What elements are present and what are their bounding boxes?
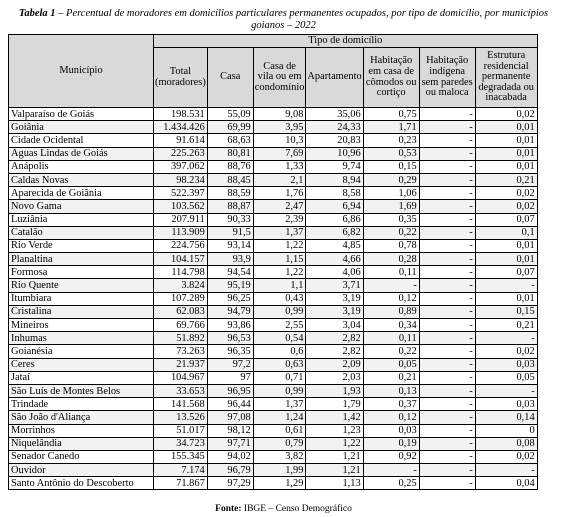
cell-value: 3.824: [154, 279, 208, 292]
cell-value: -: [419, 187, 475, 200]
cell-value: 3,19: [306, 305, 363, 318]
cell-value: -: [419, 108, 475, 121]
cell-value: 62.083: [154, 305, 208, 318]
cell-value: -: [419, 450, 475, 463]
cell-value: 1,99: [253, 464, 306, 477]
cell-value: 0,07: [475, 266, 537, 279]
cell-value: 1,13: [306, 477, 363, 490]
cell-value: -: [419, 292, 475, 305]
table-row: [9, 292, 538, 305]
cell-value: 3,95: [253, 121, 306, 134]
cell-municipio: Itumbiara: [9, 292, 154, 305]
cell-value: 1,22: [253, 266, 306, 279]
cell-value: 0,22: [363, 345, 419, 358]
cell-value: 0,54: [253, 332, 306, 345]
cell-value: 97,71: [207, 437, 253, 450]
cell-value: -: [475, 332, 537, 345]
cell-value: 0,05: [363, 358, 419, 371]
cell-value: 141.568: [154, 398, 208, 411]
cell-value: -: [419, 253, 475, 266]
header-comodos: Habitação em casa de cômodos ou cortiço: [363, 48, 419, 108]
cell-value: 0,99: [253, 384, 306, 397]
cell-value: -: [419, 213, 475, 226]
cell-value: 1,22: [253, 239, 306, 252]
cell-value: 88,59: [207, 187, 253, 200]
cell-value: 69,99: [207, 121, 253, 134]
cell-value: 73.263: [154, 345, 208, 358]
cell-municipio: Cristalina: [9, 305, 154, 318]
cell-value: 21.937: [154, 358, 208, 371]
table-row: [9, 253, 538, 266]
cell-value: 0,03: [475, 398, 537, 411]
cell-value: 94,54: [207, 266, 253, 279]
table-caption: [6, 8, 561, 32]
cell-value: 97,29: [207, 477, 253, 490]
table-row: [9, 187, 538, 200]
cell-value: 93,9: [207, 253, 253, 266]
cell-municipio: Águas Lindas de Goiás: [9, 147, 154, 160]
cell-value: 1,37: [253, 226, 306, 239]
cell-municipio: Aparecida de Goiânia: [9, 187, 154, 200]
cell-value: -: [419, 266, 475, 279]
cell-value: 10,96: [306, 147, 363, 160]
cell-value: -: [475, 279, 537, 292]
cell-value: 0,43: [253, 292, 306, 305]
cell-value: 0,08: [475, 437, 537, 450]
cell-value: 96,79: [207, 464, 253, 477]
cell-value: 6,86: [306, 213, 363, 226]
cell-value: 107.289: [154, 292, 208, 305]
cell-value: 0,61: [253, 424, 306, 437]
cell-value: 0,6: [253, 345, 306, 358]
table-row: [9, 305, 538, 318]
cell-value: 224.756: [154, 239, 208, 252]
cell-value: 0,11: [363, 332, 419, 345]
cell-value: -: [419, 160, 475, 173]
table-row: [9, 464, 538, 477]
cell-value: 4,06: [306, 266, 363, 279]
cell-value: 91,5: [207, 226, 253, 239]
cell-value: 88,87: [207, 200, 253, 213]
cell-value: 0,11: [363, 266, 419, 279]
cell-value: 0,99: [253, 305, 306, 318]
cell-value: 96,53: [207, 332, 253, 345]
cell-value: 94,02: [207, 450, 253, 463]
header-vila: Casa de vila ou em condomínio: [253, 48, 306, 108]
header-degradada: Estrutura residencial permanente degradada ou inacabada: [475, 48, 537, 108]
table-row: [9, 173, 538, 186]
cell-value: 1,1: [253, 279, 306, 292]
cell-value: 0,01: [475, 239, 537, 252]
table-row: [9, 121, 538, 134]
table-row: [9, 424, 538, 437]
cell-value: 97: [207, 371, 253, 384]
cell-municipio: Trindade: [9, 398, 154, 411]
cell-value: 0,15: [363, 160, 419, 173]
cell-value: 4,85: [306, 239, 363, 252]
cell-value: 0,01: [475, 253, 537, 266]
cell-municipio: Formosa: [9, 266, 154, 279]
cell-value: 0,07: [475, 213, 537, 226]
table-row: [9, 371, 538, 384]
cell-municipio: Novo Gama: [9, 200, 154, 213]
table-row: [9, 358, 538, 371]
cell-municipio: Jataí: [9, 371, 154, 384]
cell-value: 0,25: [363, 477, 419, 490]
cell-value: 0,23: [363, 134, 419, 147]
cell-value: 1,24: [253, 411, 306, 424]
cell-value: 0,92: [363, 450, 419, 463]
cell-municipio: Rio Quente: [9, 279, 154, 292]
cell-value: 35,06: [306, 108, 363, 121]
cell-value: -: [419, 134, 475, 147]
cell-value: 1,22: [306, 437, 363, 450]
cell-value: 103.562: [154, 200, 208, 213]
cell-municipio: Luziânia: [9, 213, 154, 226]
cell-value: 0,01: [475, 147, 537, 160]
header-municipio: Município: [9, 35, 154, 108]
cell-value: 8,58: [306, 187, 363, 200]
cell-municipio: Ouvidor: [9, 464, 154, 477]
cell-value: 96,35: [207, 345, 253, 358]
cell-value: -: [419, 200, 475, 213]
header-indigena: Habitação indígena sem paredes ou maloca: [419, 48, 475, 108]
cell-value: 51.017: [154, 424, 208, 437]
cell-value: 0,79: [253, 437, 306, 450]
cell-value: 90,33: [207, 213, 253, 226]
cell-value: 6,82: [306, 226, 363, 239]
cell-value: 0,05: [475, 371, 537, 384]
cell-value: 0,12: [363, 411, 419, 424]
cell-value: 0,02: [475, 200, 537, 213]
cell-value: 88,45: [207, 173, 253, 186]
table-row: [9, 477, 538, 490]
cell-value: 0,89: [363, 305, 419, 318]
cell-value: -: [419, 239, 475, 252]
cell-value: 96,95: [207, 384, 253, 397]
cell-municipio: Goianésia: [9, 345, 154, 358]
cell-value: 198.531: [154, 108, 208, 121]
cell-value: 7.174: [154, 464, 208, 477]
caption-label: Tabela 1: [18, 8, 56, 19]
cell-value: 1,42: [306, 411, 363, 424]
cell-value: 1,23: [306, 424, 363, 437]
table-row: [9, 411, 538, 424]
cell-value: -: [419, 398, 475, 411]
cell-value: 104.967: [154, 371, 208, 384]
header-apartamento: Apartamento: [306, 48, 363, 108]
cell-value: 91.614: [154, 134, 208, 147]
cell-value: -: [419, 147, 475, 160]
cell-value: 98,12: [207, 424, 253, 437]
header-casa: Casa: [207, 48, 253, 108]
cell-value: 0,01: [475, 134, 537, 147]
cell-value: 522.397: [154, 187, 208, 200]
cell-value: 0,02: [475, 187, 537, 200]
cell-value: 397.062: [154, 160, 208, 173]
cell-value: -: [363, 464, 419, 477]
cell-municipio: Niquelândia: [9, 437, 154, 450]
cell-value: -: [419, 345, 475, 358]
cell-value: 3,04: [306, 319, 363, 332]
caption-text: – Percentual de moradores em domicílios particulares permanentes ocupados, por tipo de domicílio, por municípios goianos – 2022: [55, 8, 549, 31]
cell-value: -: [419, 305, 475, 318]
cell-value: -: [419, 226, 475, 239]
cell-value: 0,1: [475, 226, 537, 239]
cell-municipio: Catalão: [9, 226, 154, 239]
cell-value: -: [475, 384, 537, 397]
cell-value: 0,02: [475, 345, 537, 358]
cell-value: 0,53: [363, 147, 419, 160]
table-row: [9, 226, 538, 239]
cell-value: 1,71: [363, 121, 419, 134]
cell-value: 80,81: [207, 147, 253, 160]
cell-value: 114.798: [154, 266, 208, 279]
cell-value: 0,14: [475, 411, 537, 424]
cell-value: 1.434.426: [154, 121, 208, 134]
cell-value: 0,29: [363, 173, 419, 186]
cell-value: 2,09: [306, 358, 363, 371]
cell-value: 96,44: [207, 398, 253, 411]
cell-municipio: Mineiros: [9, 319, 154, 332]
cell-value: 0,63: [253, 358, 306, 371]
cell-value: -: [419, 464, 475, 477]
cell-value: 113.909: [154, 226, 208, 239]
cell-value: 0,28: [363, 253, 419, 266]
table-row: [9, 319, 538, 332]
cell-value: 2,39: [253, 213, 306, 226]
cell-value: -: [419, 121, 475, 134]
table-row: [9, 108, 538, 121]
cell-municipio: Ceres: [9, 358, 154, 371]
cell-value: -: [419, 411, 475, 424]
cell-value: 2,47: [253, 200, 306, 213]
cell-value: 0,02: [475, 108, 537, 121]
cell-value: 0,01: [475, 292, 537, 305]
cell-value: 2,82: [306, 332, 363, 345]
cell-value: 0,19: [363, 437, 419, 450]
cell-value: 0,15: [475, 305, 537, 318]
cell-value: 0,01: [475, 121, 537, 134]
cell-value: 0,21: [475, 319, 537, 332]
cell-value: 1,79: [306, 398, 363, 411]
table-row: [9, 332, 538, 345]
cell-value: 104.157: [154, 253, 208, 266]
cell-value: 51.892: [154, 332, 208, 345]
cell-value: 0,75: [363, 108, 419, 121]
cell-value: 0,34: [363, 319, 419, 332]
cell-value: 3,19: [306, 292, 363, 305]
cell-value: 0,21: [363, 371, 419, 384]
table-row: [9, 239, 538, 252]
cell-value: 225.263: [154, 147, 208, 160]
cell-value: -: [419, 332, 475, 345]
cell-municipio: Morrinhos: [9, 424, 154, 437]
cell-value: -: [419, 424, 475, 437]
table-row: [9, 160, 538, 173]
cell-value: 3,71: [306, 279, 363, 292]
cell-value: -: [419, 371, 475, 384]
cell-value: 2,03: [306, 371, 363, 384]
cell-value: 0,04: [475, 477, 537, 490]
cell-value: 1,21: [306, 464, 363, 477]
cell-municipio: Valparaíso de Goiás: [9, 108, 154, 121]
cell-value: 0,03: [475, 358, 537, 371]
cell-value: 55,09: [207, 108, 253, 121]
cell-value: 96,25: [207, 292, 253, 305]
cell-value: 4,66: [306, 253, 363, 266]
cell-value: 10,3: [253, 134, 306, 147]
cell-value: 9,08: [253, 108, 306, 121]
cell-value: 1,93: [306, 384, 363, 397]
cell-value: 155.345: [154, 450, 208, 463]
cell-value: -: [419, 279, 475, 292]
cell-value: 1,69: [363, 200, 419, 213]
cell-value: 9,74: [306, 160, 363, 173]
source-note: [0, 504, 567, 514]
header-group: Tipo de domicílio: [154, 35, 538, 48]
cell-value: -: [419, 477, 475, 490]
cell-value: 6,94: [306, 200, 363, 213]
cell-value: 13.526: [154, 411, 208, 424]
table-row: [9, 437, 538, 450]
cell-municipio: Caldas Novas: [9, 173, 154, 186]
cell-municipio: São Luís de Montes Belos: [9, 384, 154, 397]
cell-municipio: Santo Antônio do Descoberto: [9, 477, 154, 490]
cell-value: 0,12: [363, 292, 419, 305]
cell-municipio: Senador Canedo: [9, 450, 154, 463]
cell-value: 95,19: [207, 279, 253, 292]
cell-value: -: [419, 437, 475, 450]
residents-table: [8, 34, 538, 490]
cell-value: -: [419, 358, 475, 371]
cell-value: 0,78: [363, 239, 419, 252]
cell-value: 1,15: [253, 253, 306, 266]
cell-value: 69.766: [154, 319, 208, 332]
cell-value: -: [419, 384, 475, 397]
cell-value: 1,76: [253, 187, 306, 200]
cell-value: 0,03: [363, 424, 419, 437]
cell-value: 98.234: [154, 173, 208, 186]
cell-value: 1,29: [253, 477, 306, 490]
cell-value: 34.723: [154, 437, 208, 450]
cell-value: 0,71: [253, 371, 306, 384]
table-row: [9, 147, 538, 160]
cell-value: 0: [475, 424, 537, 437]
cell-value: 1,06: [363, 187, 419, 200]
cell-value: 93,86: [207, 319, 253, 332]
table-row: [9, 266, 538, 279]
source-text: IBGE – Censo Demográfico: [241, 504, 352, 514]
cell-value: 0,02: [475, 450, 537, 463]
cell-value: 0,35: [363, 213, 419, 226]
cell-value: 0,01: [475, 160, 537, 173]
cell-value: 97,08: [207, 411, 253, 424]
table-row: [9, 450, 538, 463]
cell-value: 0,22: [363, 226, 419, 239]
cell-value: 8,94: [306, 173, 363, 186]
cell-municipio: Cidade Ocidental: [9, 134, 154, 147]
source-label: Fonte:: [215, 504, 242, 514]
cell-municipio: Inhumas: [9, 332, 154, 345]
cell-value: 1,33: [253, 160, 306, 173]
cell-municipio: Goiânia: [9, 121, 154, 134]
cell-value: 97,2: [207, 358, 253, 371]
cell-value: -: [475, 464, 537, 477]
cell-value: 207.911: [154, 213, 208, 226]
table-row: [9, 213, 538, 226]
cell-value: 0,21: [475, 173, 537, 186]
cell-value: 33.653: [154, 384, 208, 397]
cell-value: 0,37: [363, 398, 419, 411]
cell-value: 24,33: [306, 121, 363, 134]
cell-municipio: Anápolis: [9, 160, 154, 173]
cell-value: 2,55: [253, 319, 306, 332]
cell-value: 68,63: [207, 134, 253, 147]
cell-value: 20,83: [306, 134, 363, 147]
header-total: Total (moradores): [154, 48, 208, 108]
table-body: [9, 108, 538, 490]
cell-municipio: Planaltina: [9, 253, 154, 266]
cell-value: 1,21: [306, 450, 363, 463]
cell-value: 2,82: [306, 345, 363, 358]
cell-municipio: São João d'Aliança: [9, 411, 154, 424]
cell-value: 2,1: [253, 173, 306, 186]
cell-value: 94,79: [207, 305, 253, 318]
cell-value: 3,82: [253, 450, 306, 463]
cell-value: 88,76: [207, 160, 253, 173]
cell-value: -: [419, 173, 475, 186]
table-row: [9, 345, 538, 358]
table-row: [9, 398, 538, 411]
cell-value: -: [363, 279, 419, 292]
cell-value: -: [419, 319, 475, 332]
table-row: [9, 134, 538, 147]
table-row: [9, 384, 538, 397]
table-row: [9, 279, 538, 292]
table-row: [9, 200, 538, 213]
cell-value: 93,14: [207, 239, 253, 252]
cell-value: 71.867: [154, 477, 208, 490]
cell-value: 7,69: [253, 147, 306, 160]
cell-value: 1,37: [253, 398, 306, 411]
cell-municipio: Rio Verde: [9, 239, 154, 252]
cell-value: 0,13: [363, 384, 419, 397]
